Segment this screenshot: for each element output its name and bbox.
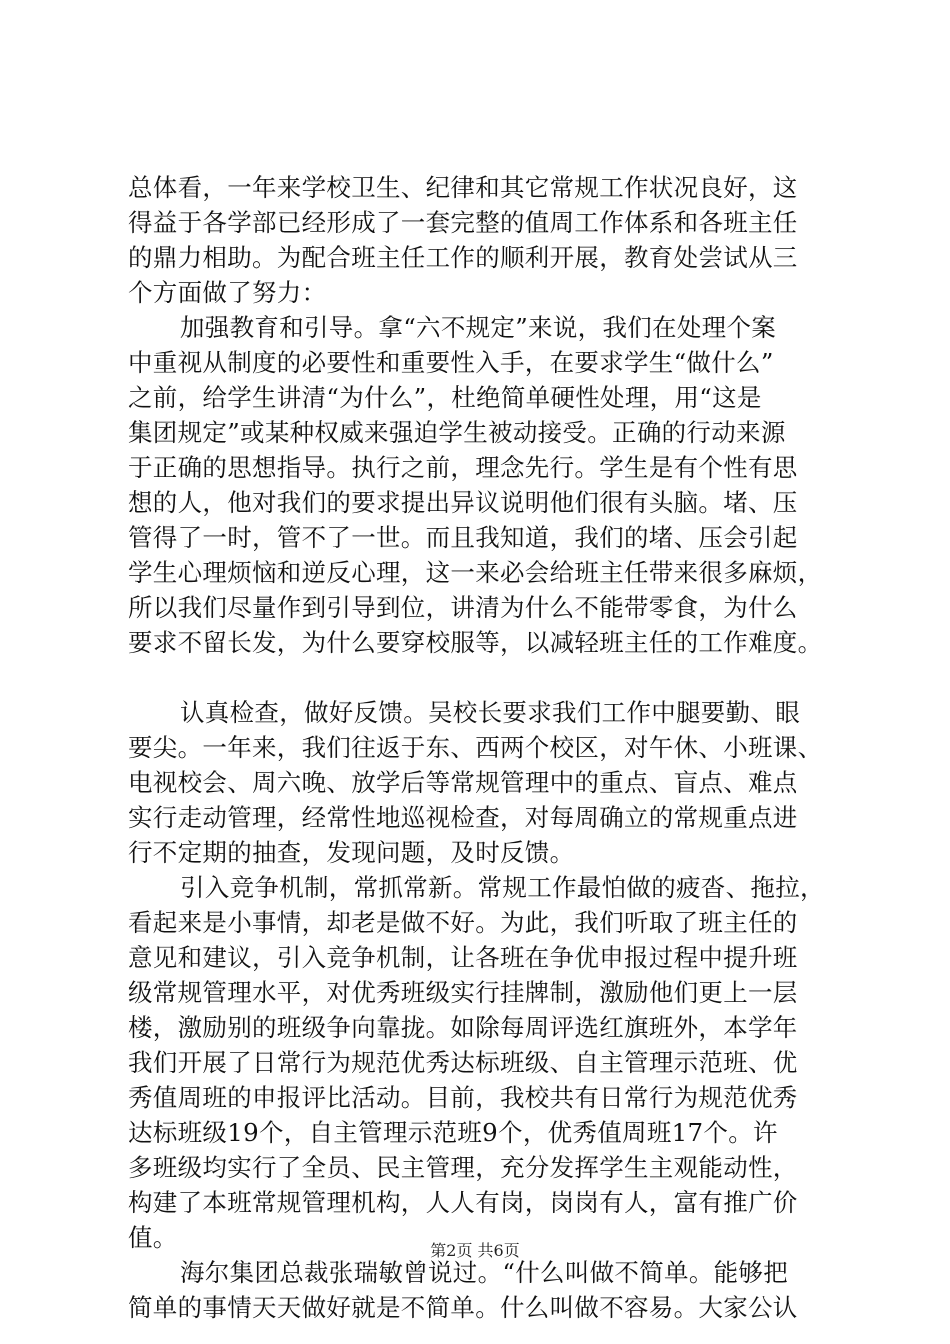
text-line: 构建了本班常规管理机构，人人有岗，岗岗有人，富有推广价 (128, 1188, 798, 1217)
paragraph-start-line: 引入竞争机制，常抓常新。常规工作最怕做的疲沓、拖拉， (180, 873, 825, 902)
text-line: 中重视从制度的必要性和重要性入手，在要求学生“做什么” (128, 348, 774, 377)
text-line: 行不定期的抽查，发现问题，及时反馈。 (128, 838, 575, 867)
text-line: 集团规定”或某种权威来强迫学生被动接受。正确的行动来源 (128, 418, 786, 447)
text-line: 楼，激励别的班级争向靠拢。如除每周评选红旗班外，本学年 (128, 1013, 798, 1042)
text-line: 之前，给学生讲清“为什么”，杜绝简单硬性处理，用“这是 (128, 383, 762, 412)
text-line: 值。 (128, 1223, 178, 1252)
text-line: 管得了一时，管不了一世。而且我知道，我们的堵、压会引起 (128, 523, 798, 552)
text-line: 多班级均实行了全员、民主管理，充分发挥学生主观能动性， (128, 1153, 798, 1182)
text-line: 实行走动管理，经常性地巡视检查，对每周确立的常规重点进 (128, 803, 798, 832)
text-line: 电视校会、周六晚、放学后等常规管理中的重点、盲点、难点 (128, 768, 798, 797)
text-line: 我们开展了日常行为规范优秀达标班级、自主管理示范班、优 (128, 1048, 798, 1077)
text-line: 级常规管理水平，对优秀班级实行挂牌制，激励他们更上一层 (128, 978, 798, 1007)
text-line: 要求不留长发，为什么要穿校服等，以减轻班主任的工作难度。 (128, 628, 823, 657)
text-line: 想的人，他对我们的要求提出异议说明他们很有头脑。堵、压 (128, 488, 798, 517)
text-line: 简单的事情天天做好就是不简单。什么叫做不容易。大家公认 (128, 1293, 798, 1322)
text-line: 秀值周班的申报评比活动。目前，我校共有日常行为规范优秀 (128, 1083, 798, 1112)
paragraph-start-line: 加强教育和引导。拿“六不规定”来说，我们在处理个案 (180, 313, 777, 342)
text-line: 看起来是小事情，却老是做不好。为此，我们听取了班主任的 (128, 908, 798, 937)
text-line: 要尖。一年来，我们往返于东、西两个校区，对午休、小班课、 (128, 733, 823, 762)
text-line: 个方面做了努力： (128, 278, 327, 307)
text-line: 的鼎力相助。为配合班主任工作的顺利开展，教育处尝试从三 (128, 243, 798, 272)
text-line: 于正确的思想指导。执行之前，理念先行。学生是有个性有思 (128, 453, 798, 482)
document-body (128, 170, 828, 1325)
text-line: 所以我们尽量作到引导到位，讲清为什么不能带零食，为什么 (128, 593, 798, 622)
text-line: 达标班级19个，自主管理示范班9个，优秀值周班17个。许 (128, 1118, 778, 1147)
text-line: 学生心理烦恼和逆反心理，这一来必会给班主任带来很多麻烦， (128, 558, 823, 587)
text-line: 得益于各学部已经形成了一套完整的值周工作体系和各班主任 (128, 208, 798, 237)
text-line: 总体看，一年来学校卫生、纪律和其它常规工作状况良好，这 (128, 173, 798, 202)
page-number-footer: 第2页 共6页 (430, 1241, 520, 1260)
paragraph-start-line: 认真检查，做好反馈。吴校长要求我们工作中腿要勤、眼 (180, 698, 800, 727)
text-line: 意见和建议，引入竞争机制，让各班在争优申报过程中提升班 (128, 943, 798, 972)
paragraph-start-line: 海尔集团总裁张瑞敏曾说过。“什么叫做不简单。能够把 (180, 1258, 789, 1287)
paragraph-gap (128, 660, 828, 695)
